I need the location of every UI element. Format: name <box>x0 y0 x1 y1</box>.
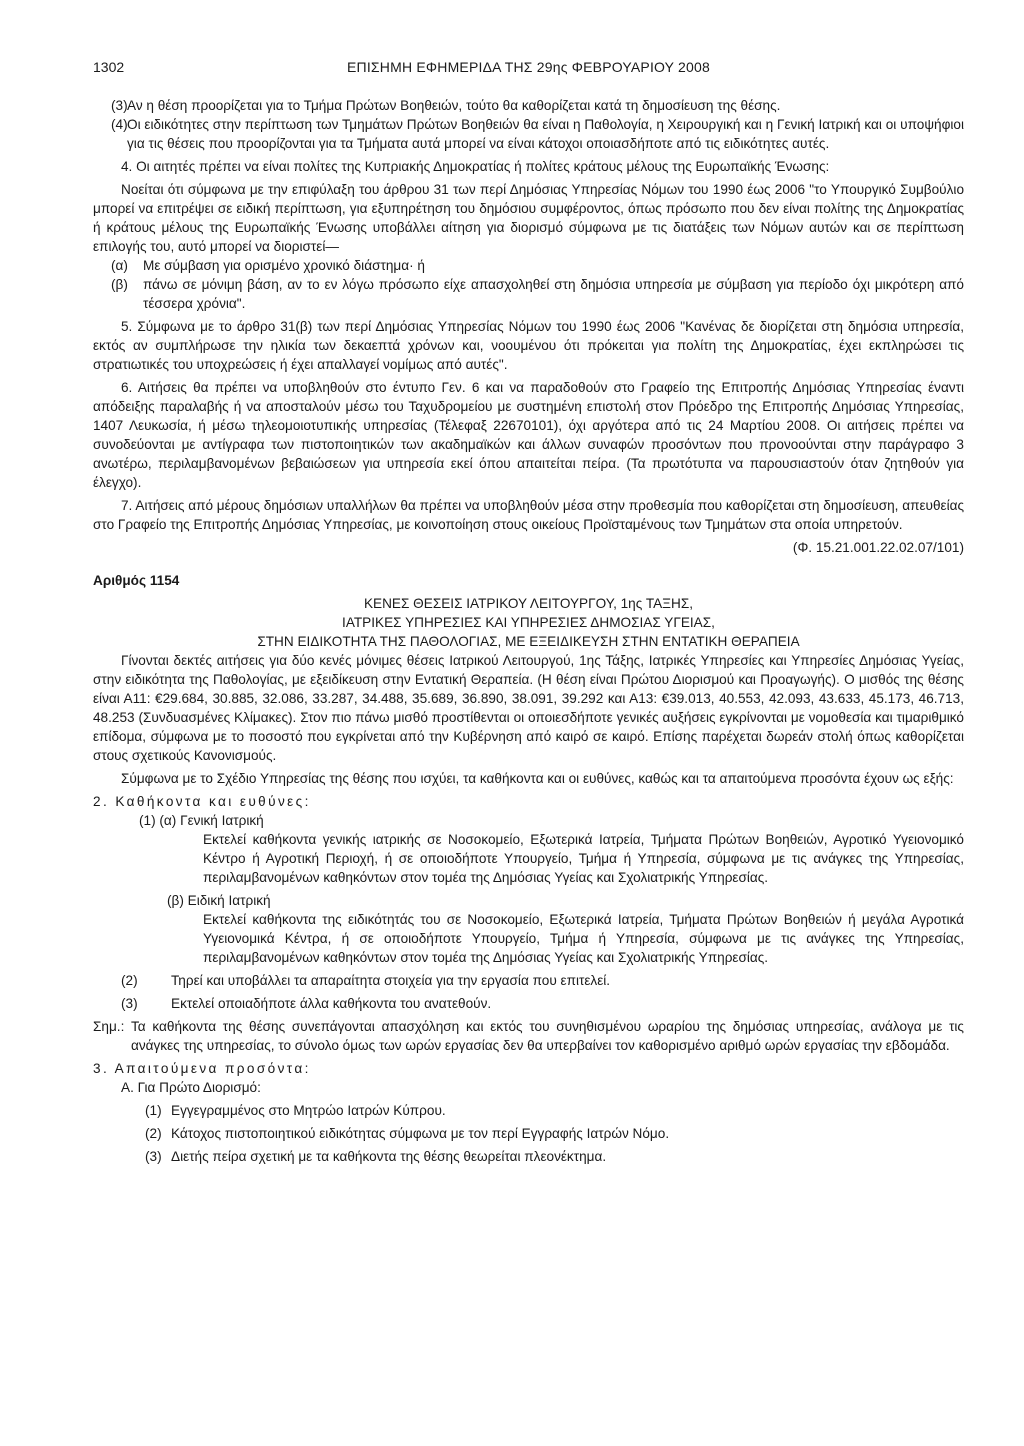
page-number: 1302 <box>93 59 125 75</box>
paragraph-text: Οι ειδικότητες στην περίπτωση των Τμημάτων Πρώτων Βοηθειών θα είναι η Παθολογία, η Χειρουργική και η Γενική Ιατρική και οι υποψήφιοι για τις θέσεις που προορίζονται για τα Τμήματα αυτά μπορεί να είναι κάτοχοι οποιασδήποτε από τις ειδικότητες αυτές. <box>127 117 964 151</box>
duties-note <box>93 1017 964 1055</box>
qualification-1 <box>93 1101 964 1120</box>
notice-number: Αριθμός 1154 <box>93 573 180 588</box>
notice-title-line-1: ΚΕΝΕΣ ΘΕΣΕΙΣ ΙΑΤΡΙΚΟΥ ΛΕΙΤΟΥΡΓΟΥ, 1ης ΤΑΞΗΣ, <box>363 596 694 611</box>
proviso-text: πάνω σε μόνιμη βάση, αν το εν λόγω πρόσωπο είχε απασχοληθεί στη δημόσια υπηρεσία με σύμβαση για περίοδο όχι μικρότερη από τέσσερα χρόνια". <box>143 277 964 311</box>
section-2-heading: 2. Καθήκοντα και ευθύνες: <box>93 794 311 809</box>
paragraph-label: (3) <box>111 98 128 113</box>
item-4-proviso: Νοείται ότι σύμφωνα με την επιφύλαξη του άρθρου 31 των περί Δημόσιας Υπηρεσίας Νόμων του 1990 έως 2006 "το Υπουργικό Συμβούλιο μπορεί να επιτρέψει σε ειδική περίπτωση, για εξυπηρέτηση του δημόσιου συμφέροντος, όπως πρόσωπο που δεν είναι πολίτης της Δημοκρατίας ή κράτους μέλους της Ευρωπαϊκής Ένωσης υποβάλλει αίτηση για διορισμό σύμφωνα με τις διατάξεις των Νόμων αυτών και σε περίπτωση επιλογής του, αυτό μπορεί να διοριστεί— <box>93 182 964 254</box>
qualification-text: Διετής πείρα σχετική με τα καθήκοντα της θέσης θεωρείται πλεονέκτημα. <box>171 1149 607 1164</box>
gazette-title: ΕΠΙΣΗΜΗ ΕΦΗΜΕΡΙΔΑ ΤΗΣ 29ης ΦΕΒΡΟΥΑΡΙΟΥ 2008 <box>346 59 710 75</box>
paragraph-label: (4) <box>111 117 128 132</box>
proviso-label: (β) <box>111 277 128 292</box>
section-3-heading: 3. Απαιτούμενα προσόντα: <box>93 1061 311 1076</box>
duty-1a-heading <box>139 811 964 830</box>
duty-label: (2) <box>121 973 138 988</box>
item-5: 5. Σύμφωνα με το άρθρο 31(β) των περί Δημόσιας Υπηρεσίας Νόμων του 1990 έως 2006 "Κανένας δε διορίζεται στη δημόσια υπηρεσία, εκτός αν συμπλήρωσε την ηλικία των δεκαεπτά χρόνων και, νοουμένου ότι πρόκειται για πολίτη της Δημοκρατίας, έχει εκπληρώσει τις στρατιωτικές του υποχρεώσεις ή έχει απαλλαγεί νομίμως από αυτές". <box>93 319 964 372</box>
item-7: 7. Αιτήσεις από μέρους δημόσιων υπαλλήλων θα πρέπει να υποβληθούν μέσα στην προθεσμία που καθορίζεται στη δημοσίευση, απευθείας στο Γραφείο της Επιτροπής Δημόσιας Υπηρεσίας, με κοινοποίηση στους οικείους Προϊσταμένους των Τμημάτων στα οποία υπηρετούν. <box>93 498 964 532</box>
duty-3 <box>93 994 964 1013</box>
paragraph-text: Αν η θέση προορίζεται για το Τμήμα Πρώτων Βοηθειών, τούτο θα καθορίζεται κατά τη δημοσίευση της θέσης. <box>127 98 781 113</box>
qualification-label: (3) <box>145 1149 162 1164</box>
paragraph-4 <box>93 115 964 153</box>
duty-label: (1) (α) <box>139 813 177 828</box>
duty-title: Ειδική Ιατρική <box>187 893 271 908</box>
qualification-label: (2) <box>145 1126 162 1141</box>
item-4: 4. Οι αιτητές πρέπει να είναι πολίτες της Κυπριακής Δημοκρατίας ή πολίτες κράτους μέλους της Ευρωπαϊκής Ένωσης: <box>121 159 830 174</box>
qualification-text: Εγγεγραμμένος στο Μητρώο Ιατρών Κύπρου. <box>171 1103 446 1118</box>
first-appointment-heading: Α. Για Πρώτο Διορισμό: <box>121 1080 261 1095</box>
qualification-text: Κάτοχος πιστοποιητικού ειδικότητας σύμφωνα με τον περί Εγγραφής Ιατρών Νόμο. <box>171 1126 670 1141</box>
scheme-of-service: Σύμφωνα με το Σχέδιο Υπηρεσίας της θέσης που ισχύει, τα καθήκοντα και οι ευθύνες, καθώς και τα απαιτούμενα προσόντα έχουν ως εξής: <box>121 771 954 786</box>
note-label: Σημ.: <box>93 1019 125 1034</box>
duty-1a-text: Εκτελεί καθήκοντα γενικής ιατρικής σε Νοσοκομείο, Εξωτερικά Ιατρεία, Τμήματα Πρώτων Βοηθειών, Αγροτικό Υγειονομικό Κέντρο ή Αγροτική Περιοχή, ή σε οποιοδήποτε Υπουργείο, Τμήμα ή Υπηρεσία, σύμφωνα με τις ανάγκες της Υπηρεσίας, περιλαμβανομένων καθηκόντων στον τομέα της Δημόσιας Υγείας και Σχολιατρικής Υπηρεσίας. <box>203 832 964 885</box>
duty-text: Τηρεί και υποβάλλει τα απαραίτητα στοιχεία για την εργασία που επιτελεί. <box>171 973 611 988</box>
notice-title-line-2: ΙΑΤΡΙΚΕΣ ΥΠΗΡΕΣΙΕΣ ΚΑΙ ΥΠΗΡΕΣΙΕΣ ΔΗΜΟΣΙΑΣ ΥΓΕΙΑΣ, <box>342 615 715 630</box>
duty-text: Εκτελεί οποιαδήποτε άλλα καθήκοντα του ανατεθούν. <box>171 996 492 1011</box>
file-reference: (Φ. 15.21.001.22.02.07/101) <box>792 540 964 555</box>
notice-intro: Γίνονται δεκτές αιτήσεις για δύο κενές μόνιμες θέσεις Ιατρικού Λειτουργού, 1ης Τάξης, Ιατρικές Υπηρεσίες και Υπηρεσίες Δημόσιας Υγείας, στην ειδικότητα της Παθολογίας, με εξειδίκευση στην Εντατική Θεραπεία. (Η θέση είναι Πρώτου Διορισμού και Προαγωγής). Ο μισθός της θέσης είναι Α11: €29.684, 30.885, 32.086, 33.287, 34.488, 35.689, 36.890, 38.091, 39.292 και Α13: €39.013, 40.553, 42.093, 43.633, 45.173, 46.713, 48.253 (Συνδυασμένες Κλίμακες). Στον πιο πάνω μισθό προστίθενται οι οποιεσδήποτε γενικές αυξήσεις εγκρίνονται με νομοθεσία και τιμαριθμικό επίδομα, σύμφωνα με το ποσοστό που εγκρίνεται από την Κυβέρνηση από καιρό σε καιρό. Επίσης παρέχεται δωρεάν στολή όπως καθορίζεται στους σχετικούς Κανονισμούς. <box>93 653 964 763</box>
duty-label: (β) <box>167 893 184 908</box>
duty-1b-text: Εκτελεί καθήκοντα της ειδικότητάς του σε Νοσοκομείο, Εξωτερικά Ιατρεία, Τμήματα Πρώτων Βοηθειών ή μεγάλα Αγροτικά Υγειονομικά Κέντρα, ή σε οποιοδήποτε Υπουργείο, Τμήμα ή Υπηρεσία, σύμφωνα με τις ανάγκες της Υπηρεσίας, περιλαμβανομένων καθηκόντων στον τομέα της Δημόσιας Υγείας και Σχολιατρικής Υπηρεσίας. <box>203 912 964 965</box>
proviso-text: Με σύμβαση για ορισμένο χρονικό διάστημα· ή <box>143 258 425 273</box>
notice-title-line-3: ΣΤΗΝ ΕΙΔΙΚΟΤΗΤΑ ΤΗΣ ΠΑΘΟΛΟΓΙΑΣ, ΜΕ ΕΞΕΙΔΙΚΕΥΣΗ ΣΤΗΝ ΕΝΤΑΤΙΚΗ ΘΕΡΑΠΕΙΑ <box>257 634 800 649</box>
duty-title: Γενική Ιατρική <box>180 813 264 828</box>
proviso-b <box>93 275 964 313</box>
duty-label: (3) <box>121 996 138 1011</box>
duty-2 <box>93 971 964 990</box>
note-text: Τα καθήκοντα της θέσης συνεπάγονται απασχόληση και εκτός του συνηθισμένου ωραρίου της δημόσιας υπηρεσίας, ανάλογα με τις ανάγκες της υπηρεσίας, το σύνολο όμως των ωρών εργασίας δεν θα υπερβαίνει τον καθορισμένο αριθμό ωρών εργασίας την εβδομάδα. <box>131 1019 964 1053</box>
proviso-a <box>93 256 964 275</box>
paragraph-3 <box>93 96 964 115</box>
duty-1b-heading <box>139 891 964 910</box>
proviso-label: (α) <box>111 258 128 273</box>
qualification-3 <box>93 1147 964 1166</box>
qualification-2 <box>93 1124 964 1143</box>
page-header <box>93 58 964 84</box>
item-6: 6. Αιτήσεις θα πρέπει να υποβληθούν στο έντυπο Γεν. 6 και να παραδοθούν στο Γραφείο της Επιτροπής Δημόσιας Υπηρεσίας έναντι απόδειξης παραλαβής ή να αποσταλούν μέσω του Ταχυδρομείου με συστημένη επιστολή στον Πρόεδρο της Επιτροπής Δημόσιας Υπηρεσίας, 1407 Λευκωσία, ή μέσω τηλεομοιοτυπικής υπηρεσίας (Τέλεφαξ 22670101), όχι αργότερα από τις 24 Μαρτίου 2008. Οι αιτήσεις πρέπει να συνοδεύονται με αντίγραφα των πιστοποιητικών των ακαδημαϊκών και άλλων συναφών προσόντων που προνοούνται στην παράγραφο 3 ανωτέρω, περιλαμβανομένων βεβαιώσεων για υπηρεσία εκεί όπου απαιτείται πείρα. (Τα πρωτότυπα να παρουσιαστούν όταν ζητηθούν για έλεγχο). <box>93 380 964 490</box>
qualification-label: (1) <box>145 1103 162 1118</box>
